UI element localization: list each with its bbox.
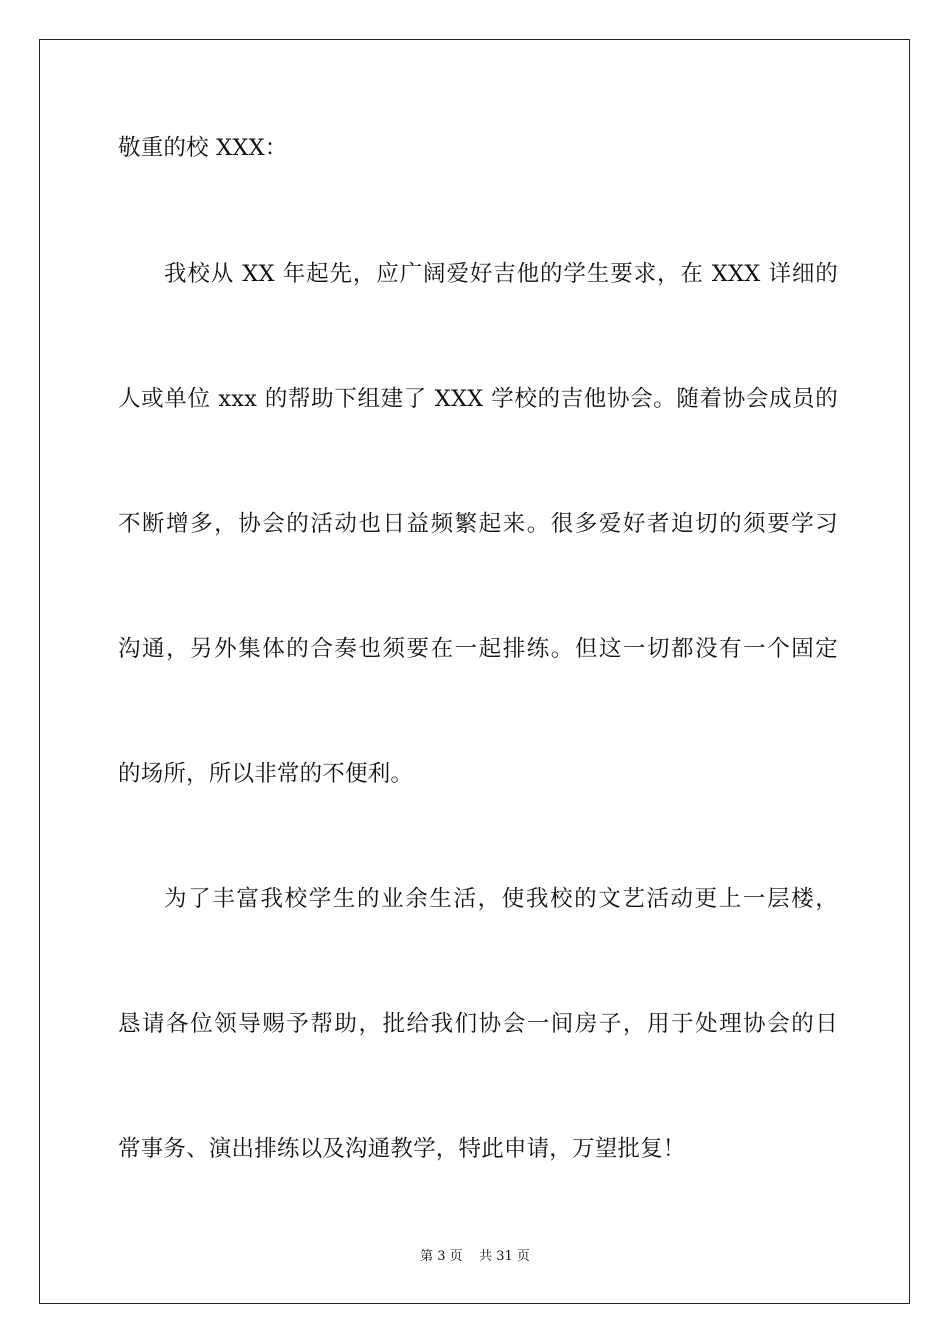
paragraph-1-line-5: 的场所，所以非常的不便利。: [118, 761, 414, 787]
paragraph-2-line-1: 为了丰富我校学生的业余生活，使我校的文艺活动更上一层楼，: [164, 886, 838, 912]
paragraph-2-line-3: 常事务、演出排练以及沟通教学，特此申请，万望批复！: [118, 1136, 686, 1162]
paragraph-2-line-2: 恳请各位领导赐予帮助，批给我们协会一间房子，用于处理协会的日: [118, 1011, 838, 1037]
page-border: [39, 39, 910, 1304]
paragraph-1-line-2: 人或单位 xxx 的帮助下组建了 XXX 学校的吉他协会。随着协会成员的: [118, 386, 838, 412]
paragraph-1-line-3: 不断增多，协会的活动也日益频繁起来。很多爱好者迫切的须要学习: [118, 511, 838, 537]
salutation: 敬重的校 XXX：: [118, 135, 288, 161]
paragraph-1-line-4: 沟通，另外集体的合奏也须要在一起排练。但这一切都没有一个固定: [118, 636, 838, 662]
page-number-footer: 第 3 页 共 31 页: [420, 1249, 530, 1264]
paragraph-1-line-1: 我校从 XX 年起先，应广阔爱好吉他的学生要求，在 XXX 详细的: [164, 261, 838, 287]
